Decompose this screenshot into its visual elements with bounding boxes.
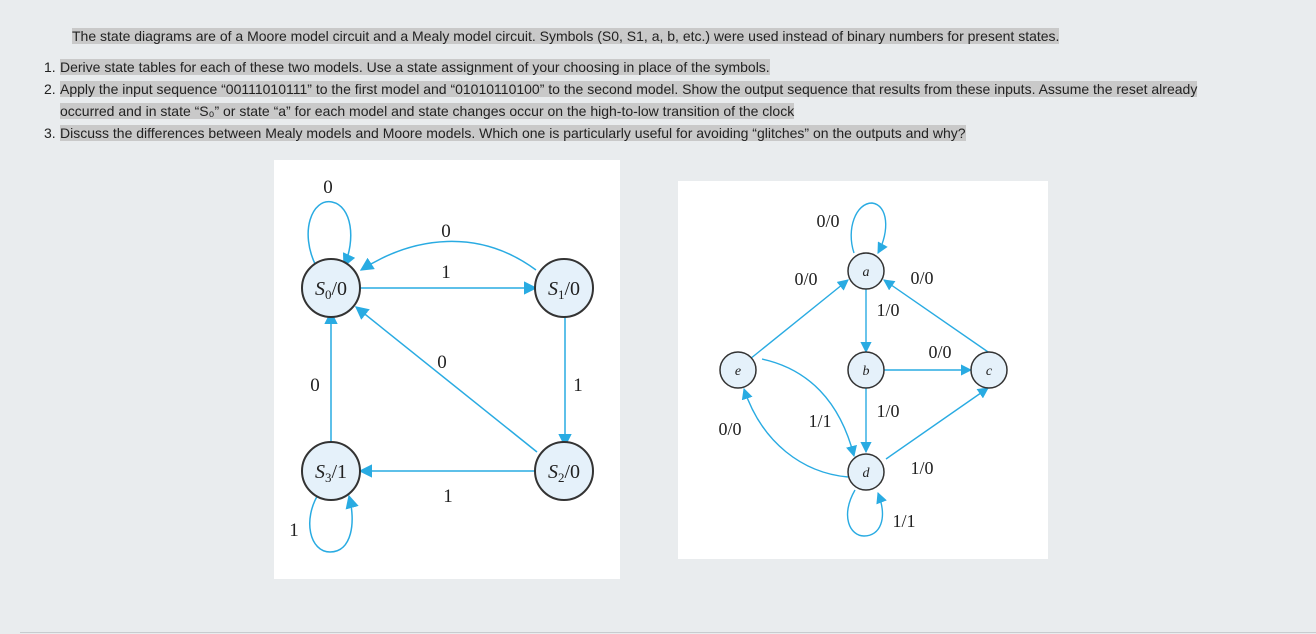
- state-node-s3: [302, 442, 360, 500]
- edge-e-to-a: [750, 280, 848, 359]
- label-b-to-c: 0/0: [928, 342, 952, 362]
- label-e-to-a: 0/0: [794, 269, 818, 289]
- label-s2-to-s3: 1: [443, 486, 453, 507]
- question-2-continued: [0, 100, 1197, 122]
- question-text: Derive state tables for each of these two models. Use a state assignment of your choosing in place of the symbols.: [60, 59, 770, 75]
- state-label: a: [862, 265, 870, 280]
- label-d-self: 1/1: [892, 511, 916, 531]
- edge-d-self: [848, 490, 883, 536]
- label-s1-to-s2: 1: [573, 375, 583, 396]
- state-node-d: [848, 454, 884, 490]
- state-label: $S_2/0$: [547, 461, 581, 485]
- state-label: $S_3/1$: [314, 461, 348, 485]
- label-s1-to-s0: 0: [441, 221, 451, 242]
- state-node-e: [720, 352, 756, 388]
- question-number: 1.: [44, 59, 56, 75]
- mealy-state-diagram: [678, 181, 1048, 559]
- question-text: occurred and in state “S₀” or state “a” for each model and state changes occur on the high-to-low transition of the clock: [60, 103, 795, 119]
- label-e-to-d: 1/1: [808, 411, 832, 431]
- moore-diagram-svg: [274, 160, 620, 579]
- question-3: [0, 122, 1197, 144]
- state-label: $S_0/0$: [314, 278, 348, 302]
- edge-d-to-c: [886, 388, 988, 459]
- label-d-to-e: 0/0: [718, 419, 742, 439]
- state-label: c: [985, 364, 993, 379]
- edge-s0-self: [308, 202, 351, 266]
- label-s3-to-s0: 0: [310, 375, 320, 396]
- state-label: b: [862, 364, 870, 379]
- state-node-s0: [302, 259, 360, 317]
- question-1: [0, 56, 1197, 78]
- edge-s2-to-s0: [356, 307, 537, 452]
- label-a-to-b: 1/0: [876, 300, 900, 320]
- edge-e-to-d: [762, 359, 854, 456]
- mealy-diagram-svg: [678, 181, 1048, 559]
- state-node-s2: [535, 442, 593, 500]
- edge-d-to-e: [744, 389, 848, 477]
- label-s2-to-s0: 0: [437, 352, 447, 373]
- question-number: 3.: [44, 125, 56, 141]
- label-a-self: 0/0: [816, 211, 840, 231]
- edge-a-self: [851, 203, 886, 253]
- intro-text: The state diagrams are of a Moore model circuit and a Mealy model circuit. Symbols (S0, S1, a, b, etc.) were used instead of binary numbers for present states.: [72, 28, 1060, 44]
- state-node-c: [971, 352, 1007, 388]
- edge-s3-self: [310, 493, 352, 552]
- question-text: Apply the input sequence “00111010111” to the first model and “01010110100” to the second model. Show the output sequence that results from these inputs. Assume the reset already: [60, 81, 1198, 97]
- question-2: [0, 78, 1197, 100]
- question-list: [0, 56, 1197, 144]
- state-label: d: [862, 466, 870, 481]
- moore-state-diagram: [274, 160, 620, 579]
- label-s0-self: 0: [323, 177, 333, 198]
- state-label: e: [734, 364, 742, 379]
- label-c-to-a: 0/0: [910, 268, 934, 288]
- question-number: 2.: [44, 81, 56, 97]
- label-b-to-d: 1/0: [876, 401, 900, 421]
- question-text: Discuss the differences between Mealy models and Moore models. Which one is particularly useful for avoiding “glitches” on the outputs and why?: [60, 125, 966, 141]
- state-node-s1: [535, 259, 593, 317]
- label-s3-self: 1: [289, 520, 299, 541]
- page-divider: [20, 632, 1316, 633]
- label-d-to-c: 1/0: [910, 458, 934, 478]
- state-node-b: [848, 352, 884, 388]
- label-s0-to-s1: 1: [441, 262, 451, 283]
- state-label: $S_1/0$: [547, 278, 581, 302]
- state-node-a: [848, 253, 884, 289]
